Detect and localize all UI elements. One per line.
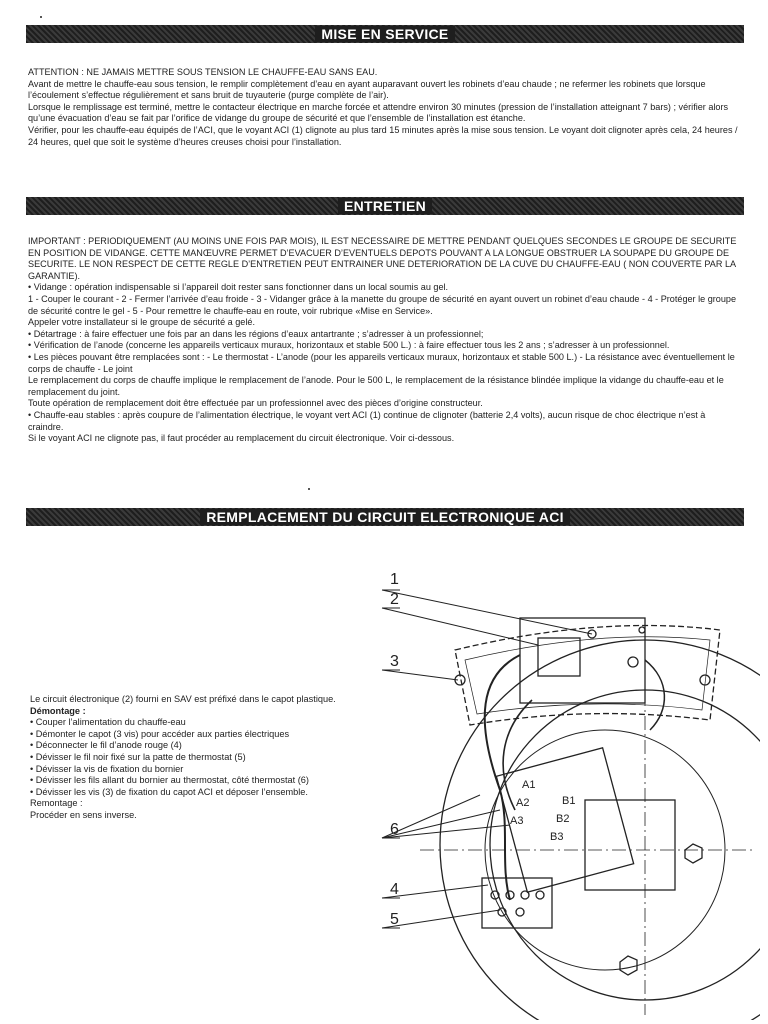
board-screw — [628, 657, 638, 667]
demontage-step: • Dévisser le fil noir fixé sur la patte de thermostat (5) — [30, 751, 246, 762]
aci-circuit-board — [520, 618, 645, 703]
print-dot-top — [40, 16, 42, 18]
callout-leader — [382, 608, 538, 645]
print-dot-middle — [308, 488, 310, 490]
section-header-remplacement — [26, 508, 744, 526]
terminal-label-b1: B1 — [562, 795, 576, 807]
callout-6: 6 — [390, 821, 399, 838]
demontage-title: Démontage : — [30, 705, 86, 716]
remplacement-instructions — [30, 694, 390, 822]
section-header-mise-en-service — [26, 25, 744, 43]
paragraph: Lorsque le remplissage est terminé, mettre le contacteur électrique en marche forcée et attendre environ 30 minutes (pression de l’installation atteignant 7 bars) ; vérifier alors qu’une évacuation d’eau se fait par l’orifice de vidange du groupe de sécurité et que l’ensemble de l’installation est étanche. — [28, 101, 729, 124]
remontage-text: Procéder en sens inverse. — [30, 809, 137, 820]
section-title: REMPLACEMENT DU CIRCUIT ELECTRONIQUE ACI — [200, 509, 570, 525]
terminal-label-a1: A1 — [522, 779, 536, 791]
water-heater-wiring-diagram — [360, 560, 760, 1020]
paragraph: • Vidange : opération indispensable si l’appareil doit rester sans fonctionner dans un local soumis au gel. — [28, 282, 449, 293]
entretien-text — [28, 236, 740, 445]
bornier — [482, 878, 552, 928]
paragraph: Avant de mettre le chauffe-eau sous tension, le remplir complètement d’eau en ayant auparavant ouvert les robinets d’eau chaude ; ne refermer les robinets que lorsque l’écoulement s’effectue régulièrement et sans bruit de tuyauterie (purge complète de l’air). — [28, 78, 706, 101]
paragraph: 1 - Couper le courant - 2 - Fermer l’arrivée d’eau froide - 3 - Vidanger grâce à la manette du groupe de sécurité en ayant ouvert un robinet d’eau chaude - 4 - Protéger le groupe de sécurité contre le gel - 5 - Pour remettre le chauffe-eau en route, voir rubrique «Mise en Service». — [28, 293, 737, 316]
paragraph: IMPORTANT : PERIODIQUEMENT (AU MOINS UNE FOIS PAR MOIS), IL EST NECESSAIRE DE METTRE PENDANT QUELQUES SECONDES LE GROUPE DE SECURITE EN POSITION DE VIDANGE. CETTE MANŒUVRE PERMET D’EVACUER D’EVENTUELS DEPOTS POUVANT A LA LONGUE OBSTRUER LA SOUPAPE DU GROUPE DE SECURITE. LE NON RESPECT DE CETTE REGLE D’ENTRETIEN PEUT ENTRAINER UNE DETERIORATION DE LA CUVE DU CHAUFFE-EAU ( NON COUVERTE PAR LA GARANTIE). — [28, 236, 737, 281]
section-header-entretien — [26, 197, 744, 215]
paragraph: • Détartrage : à faire effectuer une fois par an dans les régions d’eaux antartrante ; s’adresser à un professionnel; — [28, 328, 484, 339]
wire-bundle — [645, 660, 664, 730]
paragraph: Si le voyant ACI ne clignote pas, il faut procéder au remplacement du circuit électronique. Voir ci-dessous. — [28, 433, 455, 444]
inner-flange-circle — [490, 690, 760, 1000]
demontage-step: • Déconnecter le fil d’anode rouge (4) — [30, 740, 182, 751]
demontage-step: • Couper l’alimentation du chauffe-eau — [30, 717, 186, 728]
section-title: MISE EN SERVICE — [315, 26, 454, 42]
callout-leader — [382, 670, 458, 680]
wire-bundle — [503, 700, 532, 810]
hex-nut — [685, 844, 702, 863]
demontage-step: • Démonter le capot (3 vis) pour accéder aux parties électriques — [30, 728, 290, 739]
terminal-label-b3: B3 — [550, 831, 564, 843]
paragraph: • Chauffe-eau stables : après coupure de l’alimentation électrique, le voyant vert ACI (1) continue de clignoter (batterie 2,4 volts), aucun risque de choc électrique n’est à craindre. — [28, 409, 706, 432]
paragraph: Le remplacement du corps de chauffe implique le remplacement de l’anode. Pour le 500 L, le remplacement de la résistance blindée implique la vidange du chauffe-eau et le remplacement du joint. — [28, 375, 724, 397]
paragraph: Appeler votre installateur si le groupe de sécurité a gelé. — [28, 317, 255, 328]
callout-2: 2 — [390, 591, 399, 608]
terminal-label-b2: B2 — [556, 813, 570, 825]
aci-component — [538, 638, 580, 676]
hex-nut — [620, 956, 637, 975]
board-screw — [639, 627, 645, 633]
paragraph: Toute opération de remplacement doit être effectuée par un professionnel avec des pièces d’origine constructeur. — [28, 398, 483, 409]
callout-leader — [382, 810, 500, 838]
callout-1: 1 — [390, 571, 399, 588]
demontage-step: • Dévisser la vis de fixation du bornier — [30, 763, 184, 774]
callout-4: 4 — [390, 881, 399, 898]
remontage-title: Remontage : — [30, 798, 83, 809]
capot-outline — [455, 626, 720, 726]
thermostat-housing — [585, 800, 675, 890]
wire-bundle — [485, 655, 520, 900]
terminal-label-a3: A3 — [510, 815, 524, 827]
section-title: ENTRETIEN — [338, 198, 432, 214]
callout-3: 3 — [390, 653, 399, 670]
paragraph: ATTENTION : NE JAMAIS METTRE SOUS TENSION LE CHAUFFE-EAU SANS EAU. — [28, 67, 378, 77]
intro-text: Le circuit électronique (2) fourni en SAV est préfixé dans le capot plastique. — [30, 694, 336, 704]
paragraph: • Vérification de l’anode (concerne les appareils verticaux muraux, horizontaux et stable 500 L.) : à faire effectuer tous les 2 ans ; s’adresser à un professionnel. — [28, 340, 670, 351]
paragraph: • Les pièces pouvant être remplacées sont : - Le thermostat - L’anode (pour les appareils verticaux muraux, horizontaux et stable 500 L.) - La résistance avec éventuellement le corps de chauffe - Le joint — [28, 351, 735, 374]
callout-5: 5 — [390, 911, 399, 928]
callout-leader — [382, 590, 592, 634]
mise-en-service-text — [28, 67, 740, 148]
demontage-step: • Dévisser les vis (3) de fixation du capot ACI et déposer l’ensemble. — [30, 786, 308, 797]
demontage-step: • Dévisser les fils allant du bornier au thermostat, côté thermostat (6) — [30, 775, 309, 786]
terminal-label-a2: A2 — [516, 797, 530, 809]
paragraph: Vérifier, pour les chauffe-eau équipés de l’ACI, que le voyant ACI (1) clignote au plus tard 15 minutes après la mise sous tension. Le voyant doit clignoter après cela, 24 heures / 24 heures, quel que soit le système d’heures creuses choisi pour l’installation. — [28, 124, 738, 147]
